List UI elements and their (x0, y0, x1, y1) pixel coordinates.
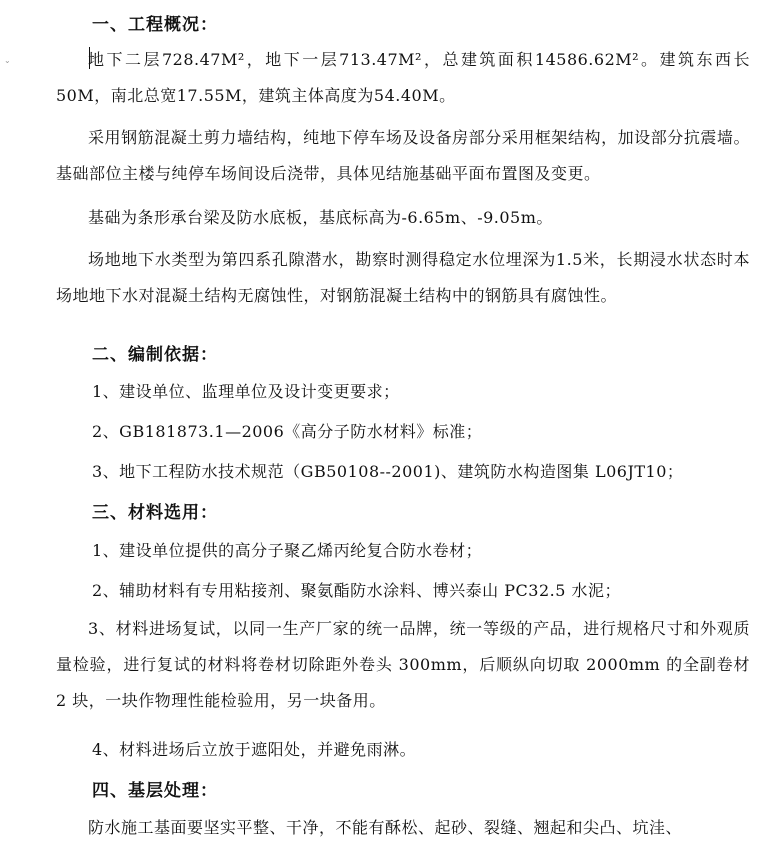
materials-item-2: 2、辅助材料有专用粘接剂、聚氨酯防水涂料、博兴泰山 PC32.5 水泥； (92, 581, 621, 600)
basis-item-1: 1、建设单位、监理单位及设计变更要求； (92, 382, 400, 401)
materials-item-4: 4、材料进场后立放于遮阳处，并避免雨淋。 (92, 740, 417, 759)
basis-item-3: 3、地下工程防水技术规范（GB50108--2001)、建筑防水构造图集 L06JT10； (92, 462, 684, 481)
basis-item-2: 2、GB181873.1—2006《高分子防水材料》标准； (92, 422, 483, 441)
paragraph-foundation: 基础为条形承台梁及防水底板，基底标高为-6.65m、-9.05m。 (88, 208, 553, 227)
section-heading-base-treatment: 四、基层处理： (92, 781, 218, 801)
section-heading-overview: 一、工程概况： (92, 15, 218, 35)
section-heading-basis: 二、编制依据： (92, 345, 218, 365)
paragraph-structure: 采用钢筋混凝土剪力墙结构，纯地下停车场及设备房部分采用框架结构，加设部分抗震墙。基础部位主楼与纯停车场间设后浇带，具体见结施基础平面布置图及变更。 (56, 128, 750, 183)
paragraph-area: 地下二层728.47M²，地下一层713.47M²，总建筑面积14586.62M²。建筑东西长50M，南北总宽17.55M，建筑主体高度为54.40M。 (56, 50, 750, 105)
materials-item-1: 1、建设单位提供的高分子聚乙烯丙纶复合防水卷材； (92, 541, 483, 560)
margin-marker-icon: ⌄ (4, 56, 11, 65)
paragraph-groundwater: 场地地下水类型为第四系孔隙潜水，勘察时测得稳定水位埋深为1.5米，长期浸水状态时本场地地下水对混凝土结构无腐蚀性，对钢筋混凝土结构中的钢筋具有腐蚀性。 (56, 250, 750, 305)
paragraph-base-treatment: 防水施工基面要坚实平整、干净，不能有酥松、起砂、裂缝、翘起和尖凸、坑洼、 (88, 818, 683, 837)
materials-item-3: 3、材料进场复试，以同一生产厂家的统一品牌，统一等级的产品，进行规格尺寸和外观质量检验，进行复试的材料将卷材切除距外卷头 300mm，后顺纵向切取 2000mm 的全副卷材 2 块，一块作物理性能检验用，另一块备用。 (56, 619, 750, 710)
section-heading-materials: 三、材料选用： (92, 503, 218, 523)
